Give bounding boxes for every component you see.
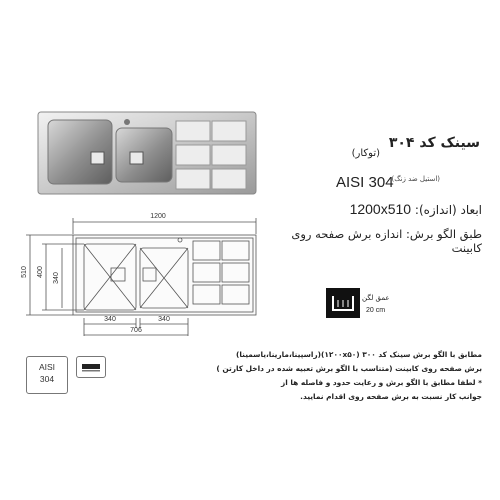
sink-depth-icon — [326, 288, 360, 318]
note-line: جوانب کار نسبت به برش صفحه روی اقدام نمایید. — [300, 392, 482, 401]
cut-pattern-text: طبق الگو برش: اندازه برش صفحه روی کابینت — [291, 227, 482, 255]
depth-label: عمق لگن — [362, 294, 390, 302]
product-title: سینک کد ۳۰۴ — [388, 135, 480, 151]
aisi-badge-line1: AISI — [38, 362, 56, 372]
note-line: مطابق با الگو برش سینک کد ۳۰۰ (۱۲۰۰x۵۰)(راسپینا،مارینا،یاسمینا) — [236, 350, 482, 359]
aisi-badge-line2: 304 — [39, 374, 55, 384]
depth-value: 20 cm — [366, 307, 386, 314]
dim-outer-bowl-label: 400 — [37, 266, 44, 278]
technical-drawing — [18, 208, 268, 343]
dim-bowl1-label: 340 — [104, 316, 116, 323]
dim-height-label: 510 — [21, 266, 28, 278]
dimensions-label: ابعاد (اندازه): — [414, 203, 482, 217]
installation-notes — [216, 348, 482, 404]
stripe-icon — [76, 356, 106, 378]
dim-span-label: 706 — [130, 327, 142, 334]
note-line: * لطفا مطابق با الگو برش و رعایت حدود و فاصله ها از — [281, 378, 482, 387]
grade-label: AISI 304 — [336, 174, 394, 191]
sink-photo — [36, 108, 258, 198]
aisi-badge — [26, 356, 68, 394]
dimensions-row — [320, 201, 482, 217]
material-note: (استیل ضد زنگ) — [391, 175, 440, 183]
dimensions-value: 1200x510 — [349, 201, 412, 217]
sink-outline — [73, 235, 256, 315]
note-line: برش صفحه روی کابینت (متناسب با الگو برش تعبیه شده در داخل کارتن ) — [216, 364, 482, 373]
dim-width-label: 1200 — [150, 213, 166, 220]
product-subtitle: (توکار) — [351, 148, 380, 159]
dim-bowl2-label: 340 — [158, 316, 170, 323]
dim-inner-bowl-label: 340 — [53, 272, 60, 284]
